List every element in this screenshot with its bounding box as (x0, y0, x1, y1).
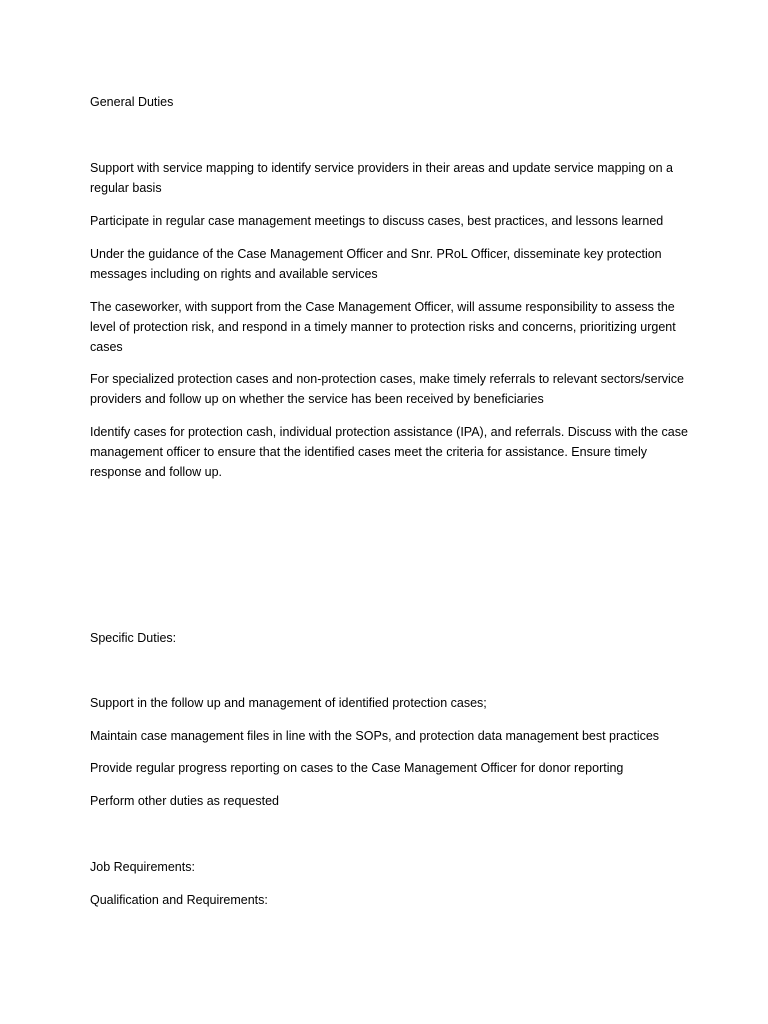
qualification-heading: Qualification and Requirements: (90, 893, 268, 907)
general-duty-item: Identify cases for protection cash, individual protection assistance (IPA), and referrals. Discuss with the case management officer to ensure that the identified cases meet the criteria for assistance. Ensure timely response and follow up. (90, 425, 688, 479)
general-duty-item: Support with service mapping to identify service providers in their areas and update service mapping on a regular basis (90, 161, 673, 195)
general-duty-item: Participate in regular case management meetings to discuss cases, best practices, and lessons learned (90, 214, 664, 228)
general-duties-heading: General Duties (90, 95, 174, 109)
specific-duty-item: Maintain case management files in line with the SOPs, and protection data management best practices (90, 729, 660, 743)
job-requirements-heading: Job Requirements: (90, 860, 195, 874)
specific-duties-heading: Specific Duties: (90, 631, 177, 645)
general-duty-item: For specialized protection cases and non-protection cases, make timely referrals to relevant sectors/service providers and follow up on whether the service has been received by beneficiaries (90, 372, 685, 406)
specific-duty-item: Support in the follow up and management of identified protection cases; (90, 696, 487, 710)
specific-duty-item: Perform other duties as requested (90, 794, 279, 808)
general-duty-item: Under the guidance of the Case Management Officer and Snr. PRoL Officer, disseminate key protection messages including on rights and available services (90, 247, 662, 281)
specific-duty-item: Provide regular progress reporting on cases to the Case Management Officer for donor reporting (90, 761, 624, 775)
general-duty-item: The caseworker, with support from the Case Management Officer, will assume responsibility to assess the level of protection risk, and respond in a timely manner to protection risks and concerns, prioritizing urgent cases (90, 300, 676, 354)
